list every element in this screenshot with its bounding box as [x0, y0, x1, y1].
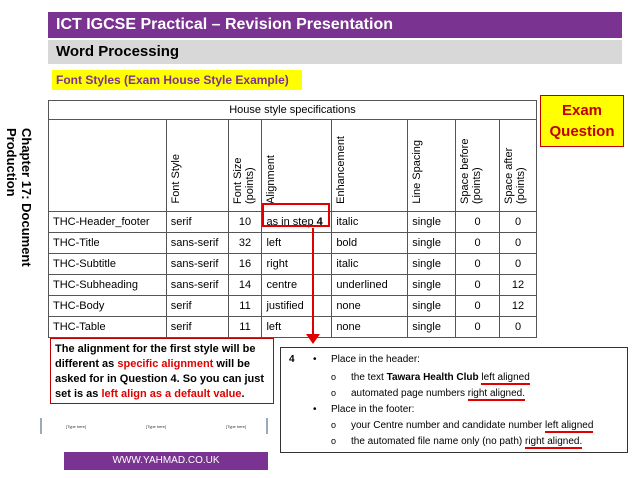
- note-highlight: specific alignment: [117, 358, 214, 370]
- font-style-cell: serif: [166, 212, 228, 233]
- alignment-step-number: 4: [316, 216, 323, 228]
- font-size-cell: 11: [228, 317, 262, 338]
- header-placeholder: [Type here]: [146, 424, 167, 429]
- header-item: the text Tawara Health Club left aligned: [351, 372, 530, 383]
- space-before-cell: 0: [456, 317, 500, 338]
- table-row: [49, 254, 537, 275]
- style-name: THC-Body: [49, 296, 167, 317]
- space-after-cell: 0: [500, 212, 537, 233]
- enhancement-cell: none: [332, 317, 408, 338]
- space-after-cell: 12: [500, 296, 537, 317]
- exam-question-badge: [540, 95, 624, 147]
- exam-label-line1: Exam: [561, 102, 603, 119]
- table-row: [49, 317, 537, 338]
- font-size-cell: 32: [228, 233, 262, 254]
- space-before-cell: 0: [456, 254, 500, 275]
- font-style-cell: serif: [166, 296, 228, 317]
- header-item: automated page numbers right aligned.: [351, 388, 526, 399]
- circle-bullet-icon: o: [331, 436, 337, 446]
- website-footer: WWW.YAHMAD.CO.UK: [64, 452, 268, 470]
- slide-subtitle: Word Processing: [48, 40, 622, 64]
- alignment-highlight-box: [262, 203, 330, 227]
- bullet-icon: •: [313, 404, 317, 415]
- column-header: Space after (points): [500, 120, 537, 212]
- style-name: THC-Subheading: [49, 275, 167, 296]
- footer-item: your Centre number and candidate number left aligned: [351, 420, 594, 431]
- font-style-cell: sans-serif: [166, 275, 228, 296]
- line-spacing-cell: single: [408, 254, 456, 275]
- question-number: 4: [289, 354, 295, 365]
- enhancement-cell: underlined: [332, 275, 408, 296]
- space-before-cell: 0: [456, 275, 500, 296]
- circle-bullet-icon: o: [331, 420, 337, 430]
- alignment-cell: right: [262, 254, 332, 275]
- alignment-cell: as in step 4: [262, 212, 332, 233]
- enhancement-cell: bold: [332, 233, 408, 254]
- line-spacing-cell: single: [408, 275, 456, 296]
- line-spacing-cell: single: [408, 296, 456, 317]
- column-header: Space before (points): [456, 120, 500, 212]
- font-style-cell: sans-serif: [166, 233, 228, 254]
- space-after-cell: 12: [500, 275, 537, 296]
- space-after-cell: 0: [500, 233, 537, 254]
- style-name: THC-Subtitle: [49, 254, 167, 275]
- header-blank: [49, 120, 167, 212]
- section-label: Font Styles (Exam House Style Example): [52, 70, 302, 90]
- font-size-cell: 10: [228, 212, 262, 233]
- enhancement-cell: none: [332, 296, 408, 317]
- font-size-cell: 11: [228, 296, 262, 317]
- space-before-cell: 0: [456, 233, 500, 254]
- column-header: Font Style: [166, 120, 228, 212]
- header-instruction: Place in the header:: [331, 354, 420, 365]
- line-spacing-cell: single: [408, 212, 456, 233]
- space-before-cell: 0: [456, 296, 500, 317]
- space-before-cell: 0: [456, 212, 500, 233]
- column-header: Enhancement: [332, 120, 408, 212]
- column-header: Line Spacing: [408, 120, 456, 212]
- space-after-cell: 0: [500, 317, 537, 338]
- column-header: Font Size (points): [228, 120, 262, 212]
- slide-title: ICT IGCSE Practical – Revision Presentation: [48, 12, 622, 38]
- pointer-arrow-head: [306, 334, 320, 344]
- alignment-cell: left: [262, 317, 332, 338]
- enhancement-cell: italic: [332, 254, 408, 275]
- line-spacing-cell: single: [408, 233, 456, 254]
- explanation-note: The alignment for the first style will be different as specific alignment will be asked for in Question 4. So you can just set is as left align as a default value.: [50, 338, 274, 404]
- column-header: Alignment: [262, 120, 332, 212]
- exam-label-line2: Question: [549, 123, 615, 140]
- font-style-cell: sans-serif: [166, 254, 228, 275]
- style-name: THC-Header_footer: [49, 212, 167, 233]
- line-spacing-cell: single: [408, 317, 456, 338]
- alignment-cell: justified: [262, 296, 332, 317]
- chapter-side-label: Chapter 17: Document Production: [4, 128, 34, 267]
- header-placeholder: [Type here]: [226, 424, 247, 429]
- footer-instruction: Place in the footer:: [331, 404, 415, 415]
- note-highlight: left align as a default value: [101, 388, 242, 400]
- footer-item: the automated file name only (no path) right aligned.: [351, 436, 583, 447]
- exam-question-excerpt: [280, 347, 628, 453]
- style-name: THC-Table: [49, 317, 167, 338]
- table-caption: House style specifications: [49, 101, 537, 120]
- font-size-cell: 16: [228, 254, 262, 275]
- bullet-icon: •: [313, 354, 317, 365]
- font-style-cell: serif: [166, 317, 228, 338]
- circle-bullet-icon: o: [331, 388, 337, 398]
- alignment-cell: left: [262, 233, 332, 254]
- pointer-arrow-line: [312, 228, 314, 336]
- enhancement-cell: italic: [332, 212, 408, 233]
- table-row: [49, 275, 537, 296]
- table-row: [49, 233, 537, 254]
- circle-bullet-icon: o: [331, 372, 337, 382]
- header-placeholder: [Type here]: [66, 424, 87, 429]
- header-preview-strip: [40, 418, 268, 434]
- space-after-cell: 0: [500, 254, 537, 275]
- alignment-cell: centre: [262, 275, 332, 296]
- table-row: [49, 296, 537, 317]
- style-name: THC-Title: [49, 233, 167, 254]
- font-size-cell: 14: [228, 275, 262, 296]
